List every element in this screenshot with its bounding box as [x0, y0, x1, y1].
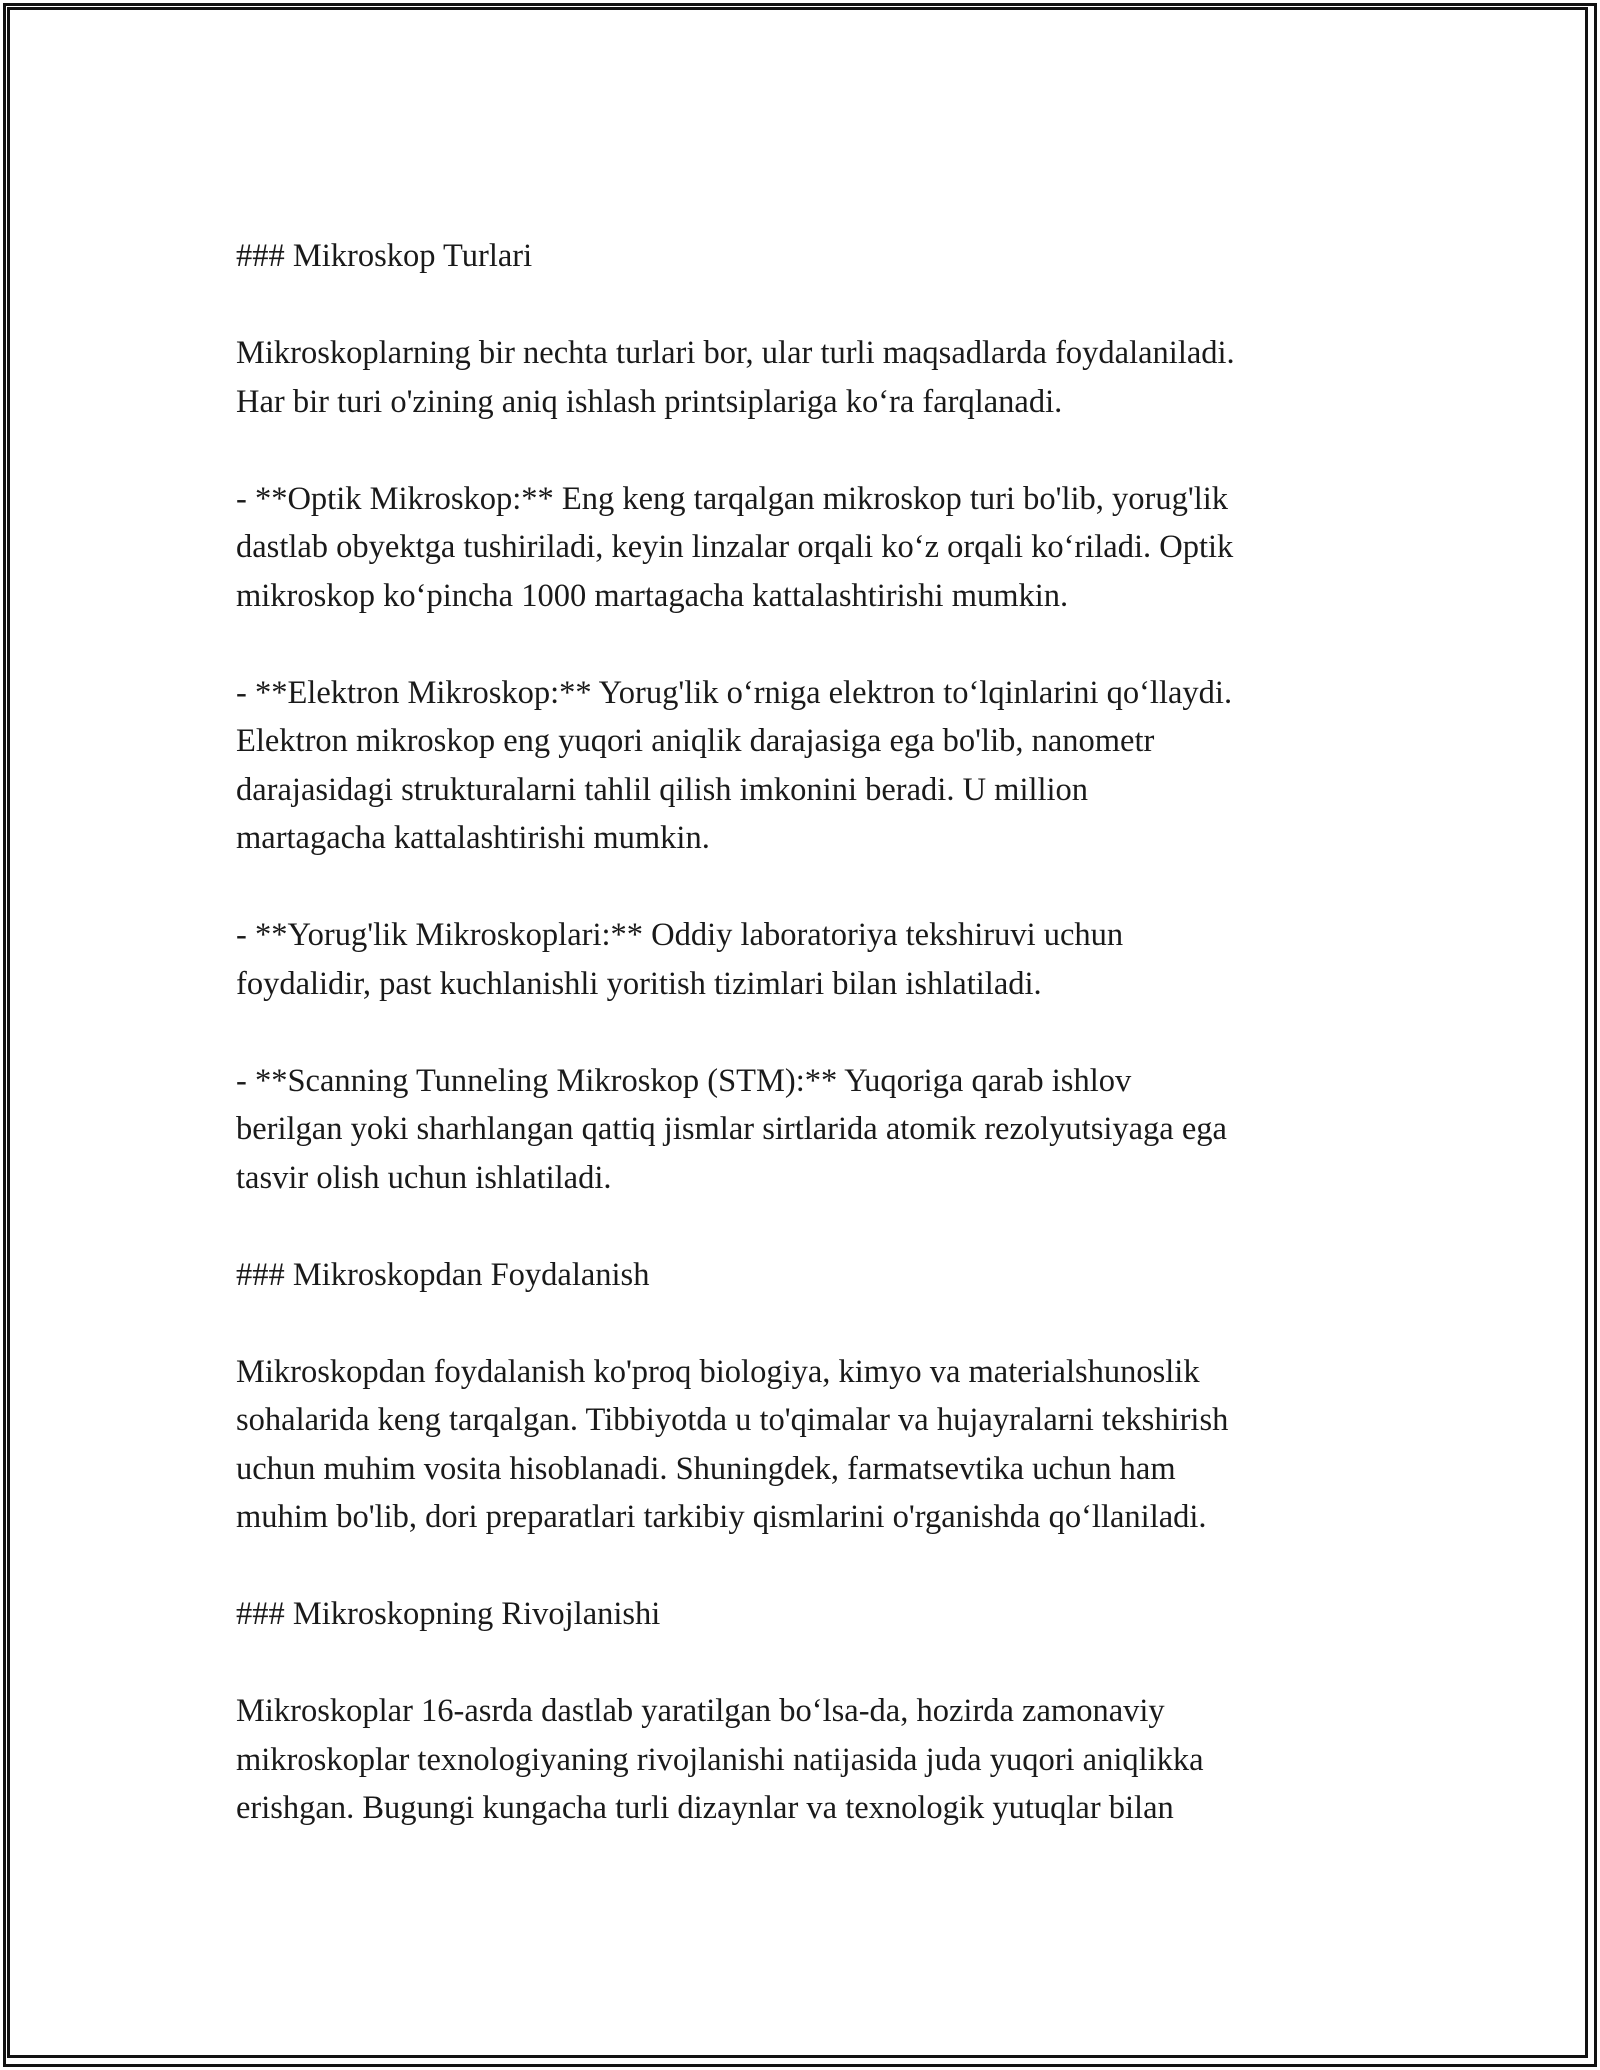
list-item-optik: - **Optik Mikroskop:** Eng keng tarqalgan mikroskop turi bo'lib, yorug'lik dastlab obyektga tushiriladi, keyin linzalar orqali ko‘z orqali ko‘riladi. Optik mikroskop ko‘pincha 1000 martagacha kattalashtirishi mumkin. — [236, 480, 1234, 614]
paragraph-intro: Mikroskoplarning bir nechta turlari bor, ular turli maqsadlarda foydalaniladi. Har bir turi o'zining aniq ishlash printsiplariga ko‘ra farqlanadi. — [236, 335, 1235, 420]
list-item-elektron: - **Elektron Mikroskop:** Yorug'lik o‘rniga elektron to‘lqinlarini qo‘llaydi. Elektron mikroskop eng yuqori aniqlik darajasiga ega bo'lib, nanometr darajasidagi strukturalarni tahlil qilish imkonini beradi. U million martagacha kattalashtirishi mumkin. — [236, 674, 1233, 856]
list-item-yoruglik: - **Yorug'lik Mikroskoplari:** Oddiy laboratoriya tekshiruvi uchun foydalidir, past kuchlanishli yoritish tizimlari bilan ishlatiladi. — [236, 917, 1124, 1002]
document-body — [236, 232, 1376, 1881]
paragraph-rivojlanishi: Mikroskoplar 16-asrda dastlab yaratilgan bo‘lsa-da, hozirda zamonaviy mikroskoplar texnologiyaning rivojlanishi natijasida juda yuqori aniqlikka erishgan. Bugungi kungacha turli dizaynlar va texnologik yutuqlar bilan — [236, 1693, 1204, 1826]
heading-mikroskop-turlari: ### Mikroskop Turlari — [236, 238, 533, 274]
list-item-stm: - **Scanning Tunneling Mikroskop (STM):** Yuqoriga qarab ishlov berilgan yoki sharhlangan qattiq jismlar sirtlarida atomik rezolyutsiyaga ega tasvir olish uchun ishlatiladi. — [236, 1062, 1227, 1196]
heading-foydalanish: ### Mikroskopdan Foydalanish — [236, 1256, 650, 1293]
heading-rivojlanishi: ### Mikroskopning Rivojlanishi — [236, 1596, 661, 1632]
paragraph-foydalanish: Mikroskopdan foydalanish ko'proq biologiya, kimyo va materialshunoslik sohalarida keng tarqalgan. Tibbiyotda u to'qimalar va hujayralarni tekshirish uchun muhim vosita hisoblanadi. Shuningdek, farmatsevtika uchun ham muhim bo'lib, dori preparatlari tarkibiy qismlarini o'rganishda qo‘llaniladi. — [236, 1353, 1229, 1535]
